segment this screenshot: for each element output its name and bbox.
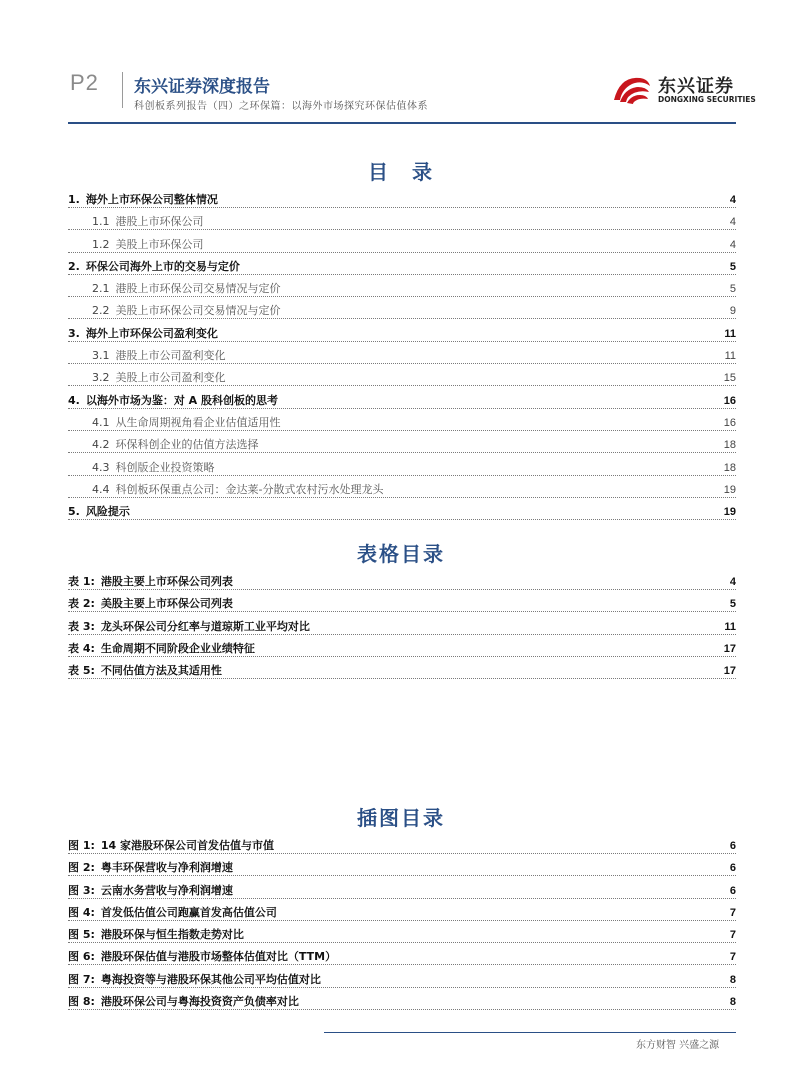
- entry-page: 5: [729, 283, 736, 296]
- entry-page: 11: [724, 350, 736, 363]
- entry-text: 港股环保估值与港股市场整体估值对比（TTM）: [100, 950, 337, 964]
- toc-entry[interactable]: [68, 393, 736, 409]
- entry-text: 龙头环保公司分红率与道琼斯工业平均对比: [100, 619, 310, 633]
- entry-page: 18: [723, 439, 736, 452]
- entry-text: 美股上市环保公司交易情况与定价: [115, 304, 281, 318]
- tables-entry[interactable]: [68, 574, 736, 590]
- entry-page: 7: [729, 951, 736, 964]
- entry-page: 8: [729, 996, 736, 1009]
- entry-page: 19: [723, 483, 736, 496]
- figures-title: 插图目录: [357, 806, 445, 830]
- toc-entry[interactable]: [68, 192, 736, 208]
- tables-entry[interactable]: [68, 641, 736, 657]
- toc-entry[interactable]: [68, 460, 736, 476]
- entry-number: 5.: [68, 505, 80, 519]
- entry-text: 美股上市环保公司: [115, 237, 204, 251]
- entry-text: 粤海投资等与港股环保其他公司平均估值对比: [100, 972, 321, 986]
- entry-text: 科创版企业投资策略: [115, 460, 215, 474]
- toc-entry[interactable]: [68, 504, 736, 520]
- tables-entry[interactable]: [68, 663, 736, 679]
- entry-number: 4.1: [92, 415, 110, 429]
- entry-text: 以海外市场为鉴：对 A 股科创板的思考: [85, 393, 279, 407]
- entry-page: 16: [723, 394, 736, 407]
- report-title: 东兴证券深度报告: [134, 77, 270, 97]
- figures-entry[interactable]: [68, 949, 736, 965]
- tables-list: [68, 574, 736, 685]
- entry-number: 4.3: [92, 460, 110, 474]
- toc-entry[interactable]: [68, 370, 736, 386]
- entry-page: 6: [729, 862, 736, 875]
- entry-number: 图 5:: [68, 928, 95, 942]
- entry-page: 6: [729, 884, 736, 897]
- toc-entry[interactable]: [68, 348, 736, 364]
- figures-entry[interactable]: [68, 972, 736, 988]
- footer-slogan: 东方财智 兴盛之源: [636, 1040, 720, 1051]
- entry-page: 18: [723, 461, 736, 474]
- entry-text: 从生命周期视角看企业估值适用性: [115, 415, 281, 429]
- logo-emblem-icon: [612, 72, 652, 106]
- entry-text: 港股上市环保公司交易情况与定价: [115, 282, 281, 296]
- toc-entry[interactable]: [68, 259, 736, 275]
- tables-title: 表格目录: [357, 542, 445, 566]
- toc-list: [68, 192, 736, 526]
- entry-page: 19: [723, 506, 736, 519]
- report-subtitle: 科创板系列报告（四）之环保篇：以海外市场探究环保估值体系: [134, 101, 428, 112]
- entry-number: 图 4:: [68, 905, 95, 919]
- entry-number: 2.: [68, 259, 80, 273]
- entry-number: 4.2: [92, 438, 110, 452]
- header-rule: [68, 122, 736, 124]
- toc-entry[interactable]: [68, 303, 736, 319]
- entry-number: 表 4:: [68, 641, 95, 655]
- toc-entry[interactable]: [68, 281, 736, 297]
- entry-number: 3.2: [92, 371, 110, 385]
- toc-entry[interactable]: [68, 415, 736, 431]
- entry-page: 5: [729, 598, 736, 611]
- entry-text: 科创板环保重点公司：金达莱-分散式农村污水处理龙头: [115, 482, 384, 496]
- entry-page: 4: [729, 194, 736, 206]
- entry-page: 11: [724, 327, 736, 340]
- entry-text: 粤丰环保营收与净利润增速: [100, 861, 233, 875]
- entry-text: 环保科创企业的估值方法选择: [115, 438, 259, 452]
- toc-entry[interactable]: [68, 237, 736, 253]
- figures-entry[interactable]: [68, 883, 736, 899]
- entry-number: 1.2: [92, 237, 110, 251]
- tables-entry[interactable]: [68, 619, 736, 635]
- entry-page: 4: [729, 576, 736, 588]
- entry-text: 港股环保公司与粤海投资资产负债率对比: [100, 995, 299, 1009]
- figures-entry[interactable]: [68, 994, 736, 1010]
- footer-rule: [324, 1032, 736, 1033]
- entry-page: 4: [729, 238, 736, 251]
- entry-number: 图 3:: [68, 883, 95, 897]
- entry-number: 表 5:: [68, 664, 95, 678]
- entry-text: 云南水务营收与净利润增速: [100, 883, 233, 897]
- entry-number: 图 1:: [68, 839, 95, 852]
- toc-entry[interactable]: [68, 214, 736, 230]
- entry-page: 9: [729, 305, 736, 318]
- entry-number: 图 6:: [68, 950, 95, 964]
- entry-text: 风险提示: [85, 505, 130, 519]
- entry-number: 图 7:: [68, 972, 95, 986]
- entry-page: 8: [729, 973, 736, 986]
- entry-number: 3.1: [92, 349, 110, 363]
- page-header: [0, 0, 802, 125]
- toc-entry[interactable]: [68, 482, 736, 498]
- entry-page: 7: [729, 929, 736, 942]
- entry-text: 海外上市环保公司盈利变化: [85, 326, 218, 340]
- entry-text: 生命周期不同阶段企业业绩特征: [100, 641, 255, 655]
- entry-text: 港股上市公司盈利变化: [115, 349, 226, 363]
- entry-text: 美股主要上市环保公司列表: [100, 597, 233, 611]
- entry-number: 图 2:: [68, 861, 95, 875]
- entry-number: 图 8:: [68, 995, 95, 1009]
- entry-number: 表 1:: [68, 575, 95, 588]
- company-logo: [612, 68, 756, 112]
- entry-text: 海外上市环保公司整体情况: [85, 193, 218, 206]
- entry-page: 17: [723, 642, 736, 655]
- toc-title: 目 录: [368, 160, 434, 184]
- entry-text: 港股环保与恒生指数走势对比: [100, 928, 244, 942]
- tables-entry[interactable]: [68, 596, 736, 612]
- figures-entry[interactable]: [68, 905, 736, 921]
- entry-text: 不同估值方法及其适用性: [100, 664, 222, 678]
- entry-number: 3.: [68, 326, 80, 340]
- entry-number: 表 3:: [68, 619, 95, 633]
- toc-entry[interactable]: [68, 437, 736, 453]
- entry-text: 14 家港股环保公司首发估值与市值: [100, 839, 275, 852]
- figures-entry[interactable]: [68, 838, 736, 854]
- page-number: P2: [70, 70, 99, 95]
- entry-page: 16: [723, 416, 736, 429]
- entry-number: 4.4: [92, 482, 110, 496]
- entry-text: 港股上市环保公司: [115, 215, 204, 229]
- figures-entry[interactable]: [68, 860, 736, 876]
- entry-page: 4: [729, 216, 736, 229]
- entry-number: 2.1: [92, 282, 110, 296]
- entry-page: 15: [723, 372, 736, 385]
- header-divider: [122, 72, 123, 108]
- entry-number: 表 2:: [68, 597, 95, 611]
- entry-page: 6: [729, 840, 736, 852]
- entry-text: 美股上市公司盈利变化: [115, 371, 226, 385]
- logo-cn-text: 东兴证券: [658, 76, 734, 97]
- entry-text: 环保公司海外上市的交易与定价: [85, 259, 240, 273]
- figures-list: [68, 838, 736, 1016]
- entry-page: 11: [724, 620, 736, 633]
- entry-page: 5: [729, 260, 736, 273]
- entry-page: 17: [723, 665, 736, 678]
- figures-entry[interactable]: [68, 927, 736, 943]
- toc-entry[interactable]: [68, 326, 736, 342]
- entry-number: 1.: [68, 193, 80, 206]
- entry-text: 港股主要上市环保公司列表: [100, 575, 233, 588]
- entry-text: 首发低估值公司跑赢首发高估值公司: [100, 905, 277, 919]
- entry-page: 7: [729, 906, 736, 919]
- entry-number: 1.1: [92, 215, 110, 229]
- entry-number: 4.: [68, 393, 80, 407]
- logo-en-text: DONGXING SECURITIES: [658, 95, 756, 104]
- entry-number: 2.2: [92, 304, 110, 318]
